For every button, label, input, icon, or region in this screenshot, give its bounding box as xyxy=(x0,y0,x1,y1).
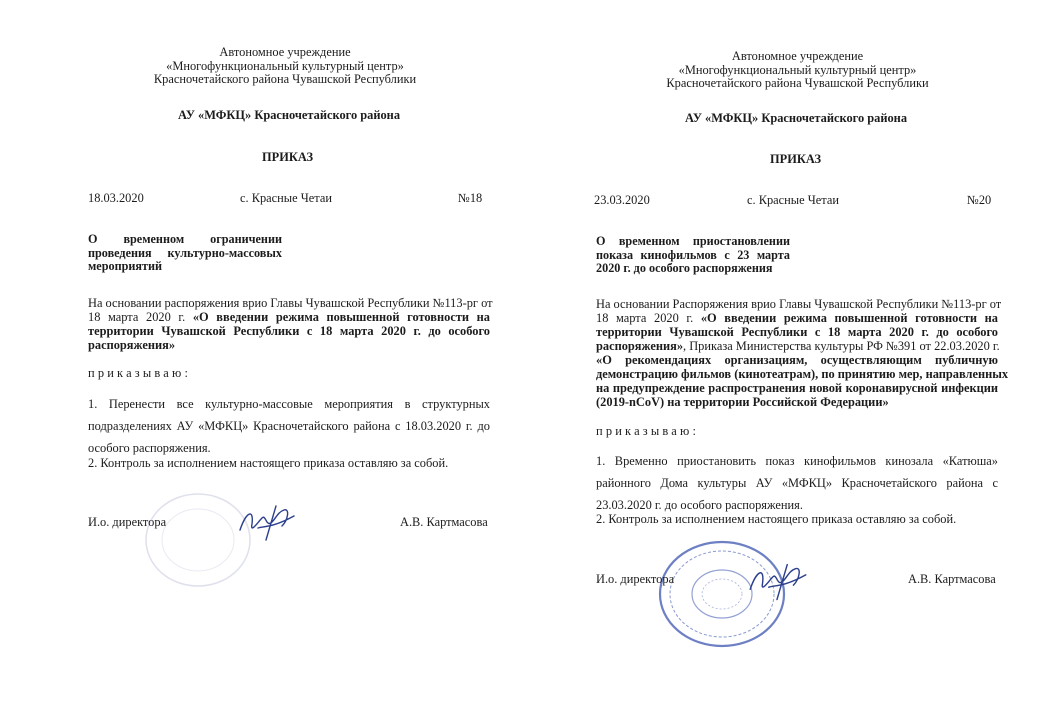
document-place: с. Красные Четаи xyxy=(240,191,332,205)
document-subject xyxy=(88,233,282,274)
basis-date-text: 18 марта 2020 г. xyxy=(596,311,701,325)
document-subject xyxy=(596,235,790,276)
document-type-title: ПРИКАЗ xyxy=(262,150,314,164)
basis-line-8: (2019-nCoV) на территории Российской Федерации» xyxy=(596,395,889,409)
basis-title-text: «О введении режима повышенной готовности на xyxy=(192,310,491,324)
basis-date-text: 18 марта 2020 г. xyxy=(88,310,193,324)
basis-line-2 xyxy=(88,310,490,324)
document-date: 23.03.2020 xyxy=(594,193,650,207)
signer-title: И.о. директора xyxy=(88,515,167,529)
basis-l4-plain: , Приказа Министерства культуры РФ №391 от 22.03.2020 г. xyxy=(683,339,1000,353)
item1-line-1: 1. Перенести все культурно-массовые мероприятия в структурных xyxy=(88,397,490,411)
order-document-20 xyxy=(520,0,1041,717)
document-number: №18 xyxy=(458,191,483,205)
basis-line-7: на предупреждение распространения новой коронавирусной инфекции xyxy=(596,381,998,395)
item1-line-2: районного Дома культуры АУ «МФКЦ» Красночетайского района с xyxy=(596,476,998,490)
basis-line-5: «О рекомендациях организациям, осуществляющим публичную xyxy=(596,353,998,367)
basis-paragraph xyxy=(596,297,1009,409)
basis-l4-bold: распоряжения» xyxy=(596,339,684,353)
basis-line-1: На основании распоряжения врио Главы Чувашской Республики №113-рг от xyxy=(88,296,493,310)
basis-line-2 xyxy=(596,311,998,325)
order-document-18 xyxy=(0,0,520,717)
item1-line-1: 1. Временно приостановить показ кинофильмов кинозала «Катюша» xyxy=(596,454,998,468)
order-item-1 xyxy=(596,450,998,516)
order-word: приказываю: xyxy=(88,366,192,380)
org-short-name: АУ «МФКЦ» Красночетайского района xyxy=(178,108,401,122)
order-item-1 xyxy=(88,393,490,459)
signer-name: А.В. Картмасова xyxy=(908,572,996,586)
document-number: №20 xyxy=(967,193,992,207)
basis-title-text: «О введении режима повышенной готовности на xyxy=(700,311,999,325)
item1-line-2: подразделениях АУ «МФКЦ» Красночетайского района с 18.03.2020 г. до xyxy=(88,419,490,433)
subject-line-2: показа кинофильмов с 23 марта xyxy=(596,247,790,262)
basis-line-3: территории Чувашской Республики с 18 марта 2020 г. до особого xyxy=(596,325,998,339)
signer-title: И.о. директора xyxy=(596,572,675,586)
basis-line-3: территории Чувашской Республики с 18 марта 2020 г. до особого xyxy=(88,324,490,338)
org-header-line-3: Красночетайского района Чувашской Республики xyxy=(666,76,929,90)
subject-line-1: О временном приостановлении xyxy=(596,234,790,248)
subject-line-2: проведения культурно-массовых xyxy=(88,245,282,260)
basis-line-6: демонстрацию фильмов (кинотеатрам), по принятию мер, направленных xyxy=(596,367,1009,381)
order-item-2: 2. Контроль за исполнением настоящего приказа оставляю за собой. xyxy=(88,456,449,470)
document-date: 18.03.2020 xyxy=(88,191,144,205)
org-short-name: АУ «МФКЦ» Красночетайского района xyxy=(685,111,908,125)
order-item-2: 2. Контроль за исполнением настоящего приказа оставляю за собой. xyxy=(596,512,957,526)
org-header-line-1: Автономное учреждение xyxy=(731,49,864,63)
org-header xyxy=(110,46,460,87)
basis-line-4 xyxy=(596,339,998,353)
order-word: приказываю: xyxy=(596,424,700,438)
subject-line-1: О временном ограничении xyxy=(88,232,282,246)
signer-name: А.В. Картмасова xyxy=(400,515,488,529)
subject-line-3: мероприятий xyxy=(88,259,163,273)
org-header-line-1: Автономное учреждение xyxy=(219,45,351,59)
document-type-title: ПРИКАЗ xyxy=(770,152,822,166)
document-place: с. Красные Четаи xyxy=(747,193,839,207)
item1-line-3: особого распоряжения. xyxy=(88,441,211,455)
basis-line-1: На основании Распоряжения врио Главы Чувашской Республики №113-рг от xyxy=(596,297,1002,311)
org-header-line-2: «Многофункциональный культурный центр» xyxy=(678,62,917,77)
signature xyxy=(742,558,814,602)
item1-line-3: 23.03.2020 г. до особого распоряжения. xyxy=(596,498,803,512)
org-header-line-3: Красночетайского района Чувашской Республики xyxy=(153,72,417,86)
basis-line-4: распоряжения» xyxy=(88,338,176,352)
subject-line-3: 2020 г. до особого распоряжения xyxy=(596,261,773,275)
basis-paragraph xyxy=(88,296,493,352)
org-header xyxy=(620,50,975,91)
org-header-line-2: «Многофункциональный культурный центр» xyxy=(166,58,404,73)
signature xyxy=(232,500,302,542)
